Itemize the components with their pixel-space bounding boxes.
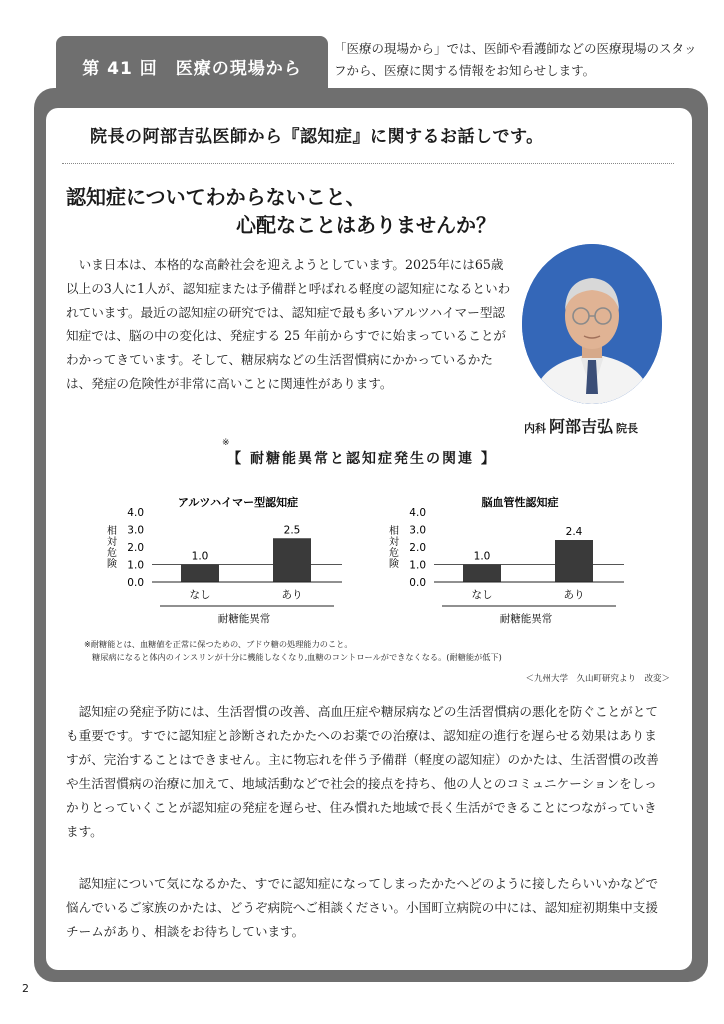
doctor-title: 院長 (616, 422, 639, 435)
x-tick-label: あり (281, 589, 303, 601)
y-tick-label: 0.0 (409, 577, 426, 589)
y-tick-label: 3.0 (409, 524, 426, 537)
series-tab-label: 第 41 回 医療の現場から (82, 58, 302, 79)
bar (463, 565, 501, 583)
paragraph-1: いま日本は、本格的な高齢社会を迎えようとしています。2025年には65歳以上の3人に1人が、認知症または予備群と呼ばれる軽度の認知症になるといわれています。最近の認知症の研究では、認知症で最も多いアルツハイマー型認知症では、脳の中の変化は、発症する 25 年前からすでに始まっていることがわかってきています。そして、糖尿病などの生活習慣病にかかっているかたは、発症の危険性が非常に高いことに関連性があります。 (66, 257, 511, 391)
column-intro: 「医療の現場から」では、医師や看護師などの医療現場のスタッフから、医療に関する情報をお知らせします。 (334, 41, 697, 78)
doctor-portrait (522, 244, 662, 404)
chart-title: アルツハイマー型認知症 (177, 496, 299, 509)
figure-source: ＜九州大学 久山町研究より 改変＞ (525, 674, 670, 684)
figure-note-1: ※耐糖能とは、血糖値を正常に保つための、ブドウ糖の処理能力のこと。 (84, 639, 353, 649)
chart-title: 脳血管性認知症 (481, 496, 559, 509)
paragraph-3: 認知症について気になるかた、すでに認知症になってしまったかたへどのように接したらいいかなどで悩んでいるご家族のかたは、どうぞ病院へご相談ください。小国町立病院の中には、認知症初期集中支援チームがあり、相談をお待ちしています。 (66, 876, 659, 939)
bar-value-label: 2.4 (565, 526, 583, 538)
page-number: 2 (22, 982, 29, 995)
doctor-name: 阿部吉弘 (549, 417, 614, 436)
y-axis-label: 相対危険 (107, 526, 117, 570)
doctor-caption (524, 414, 674, 437)
x-axis-label: 耐糖能異常 (217, 613, 271, 625)
bar-value-label: 1.0 (191, 550, 209, 563)
article-headline: 院長の阿部吉弘医師から『認知症』に関するお話しです。 (90, 127, 544, 147)
series-tab (56, 36, 328, 96)
y-tick-label: 0.0 (127, 577, 144, 589)
bar-value-label: 1.0 (473, 550, 491, 563)
bar (555, 540, 593, 582)
figure-title-mark: ※ (222, 438, 232, 448)
subhead-line-2: 心配なことはありませんか？ (236, 213, 496, 237)
figure-title (180, 438, 544, 468)
x-tick-label: あり (563, 589, 585, 601)
subhead-line-1: 認知症についてわからないこと、 (66, 185, 366, 209)
y-tick-label: 4.0 (409, 507, 426, 519)
y-tick-label: 2.0 (127, 542, 144, 554)
dotted-divider (62, 163, 674, 164)
figure-note-2: 糖尿病になると体内のインスリンが十分に機能しなくなり,血糖のコントロールができなくなる。(耐糖能が低下) (92, 652, 502, 662)
x-tick-label: なし (471, 589, 493, 601)
doctor-dept: 内科 (524, 422, 546, 435)
bar (273, 538, 311, 582)
y-tick-label: 1.0 (409, 559, 426, 572)
x-axis-label: 耐糖能異常 (499, 613, 553, 625)
y-tick-label: 1.0 (127, 559, 144, 572)
doctor-portrait-illustration (522, 244, 662, 404)
bar (181, 565, 219, 583)
y-tick-label: 3.0 (127, 524, 144, 537)
y-tick-label: 2.0 (409, 542, 426, 554)
figure-notes (84, 638, 684, 664)
article-subhead (66, 183, 546, 239)
y-tick-label: 4.0 (127, 507, 144, 519)
y-axis-label: 相対危険 (389, 526, 399, 570)
x-tick-label: なし (189, 589, 211, 601)
figure-title-text: 【 耐糖能異常と認知症発生の関連 】 (227, 451, 497, 467)
paragraph-2: 認知症の発症予防には、生活習慣の改善、高血圧症や糖尿病などの生活習慣病の悪化を防ぐことがとても重要です。すでに認知症と診断されたかたへのお薬での治療は、認知症の進行を遅らせる効果はありますが、完治することはできません。主に物忘れを伴う予備群（軽度の認知症）のかたは、生活習慣の改善や生活習慣病の治療に加えて、地域活動などで社会的接点を持ち、他の人とのコミュニケーションをしっかりとっていくことが認知症の発症を遅らせ、住み慣れた地域で長く生活ができることにつながっていきます。 (66, 704, 659, 839)
bar-charts (90, 490, 650, 630)
bar-value-label: 2.5 (283, 524, 301, 537)
